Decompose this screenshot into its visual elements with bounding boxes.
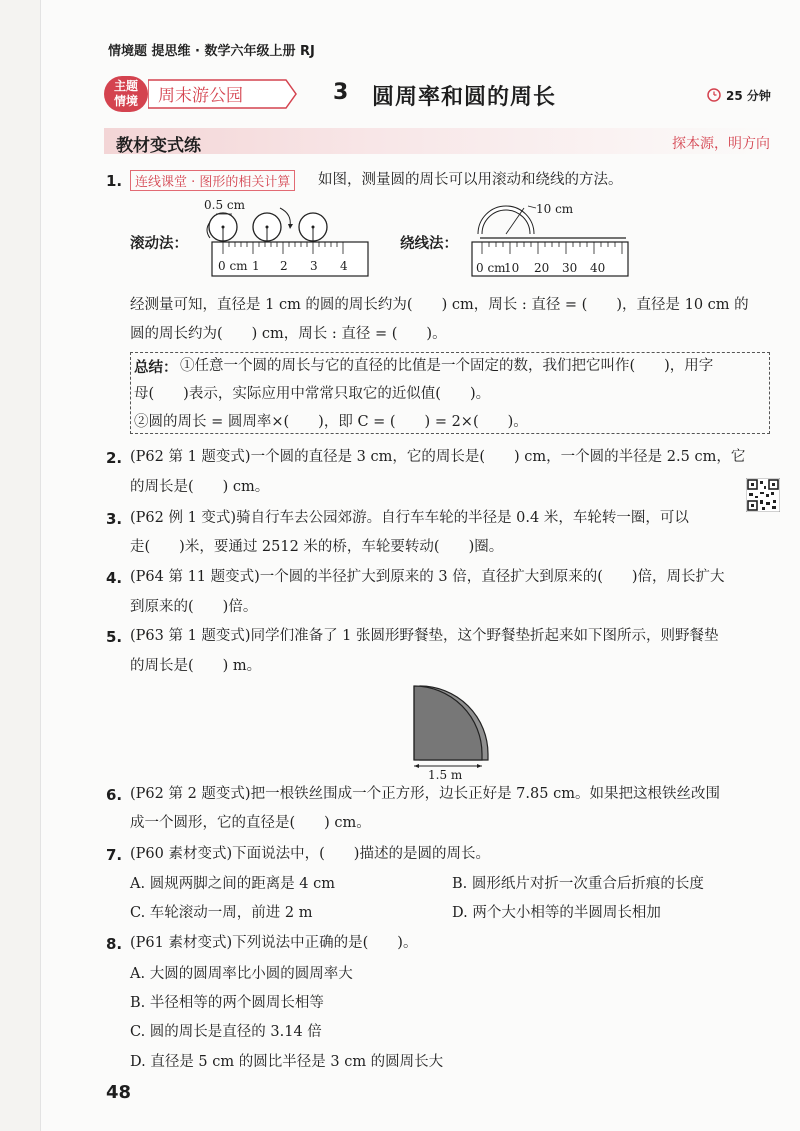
lesson-number: 3	[333, 80, 349, 105]
wind-tick-0: 0 cm	[476, 261, 506, 275]
roll-tick-4: 4	[340, 259, 348, 273]
question-number: 8.	[106, 935, 123, 953]
wind-method-label: 绕线法：	[400, 236, 458, 252]
wind-tick-2: 20	[534, 261, 550, 275]
page-title: 圆周率和圆的周长	[372, 85, 557, 110]
badge-top: 主题	[113, 79, 138, 93]
question-number: 3.	[106, 510, 123, 528]
option-b[interactable]: B. 半径相等的两个圆周长相等	[130, 995, 324, 1011]
mat-dimension: 1.5 m	[428, 768, 463, 782]
page-number: 48	[106, 1082, 132, 1103]
question-text: (P63 第 1 题变式)同学们准备了 1 张圆形野餐垫，这个野餐垫折起来如下图所示，则野餐垫	[130, 628, 719, 644]
badge-bottom: 情境	[113, 94, 138, 108]
question-text: 成一个圆形，它的直径是( ) cm。	[130, 815, 371, 831]
roll-method-label: 滚动法：	[130, 236, 188, 252]
summary-text: 母( )表示，实际应用中常常只取它的近似值( )。	[134, 386, 491, 402]
wind-tick-3: 30	[562, 261, 578, 275]
option-d[interactable]: D. 直径是 5 cm 的圆比半径是 3 cm 的圆周长大	[130, 1054, 444, 1070]
wind-tick-1: 10	[504, 261, 520, 275]
question-number: 6.	[106, 786, 123, 804]
theme-label: 周末游公园	[158, 86, 243, 106]
clock-icon	[706, 86, 722, 102]
question-number: 5.	[106, 628, 123, 646]
section-title: 教材变式练	[116, 136, 201, 156]
roll-tick-2: 2	[280, 259, 288, 273]
option-d[interactable]: D. 两个大小相等的半圆周长相加	[452, 905, 661, 921]
theme-badge	[104, 76, 148, 112]
question-text: (P62 例 1 变式)骑自行车去公园郊游。自行车车轮的半径是 0.4 米，车轮转一圈，可以	[130, 510, 689, 526]
question-text: (P60 素材变式)下面说法中，( )描述的是圆的周长。	[130, 846, 490, 862]
wind-dimension: 10 cm	[536, 202, 574, 216]
question-text: 如图，测量圆的周长可以用滚动和绕线的方法。	[318, 172, 623, 188]
question-text: 的周长是( ) cm。	[130, 479, 270, 495]
question-text: (P61 素材变式)下列说法中正确的是( )。	[130, 935, 418, 951]
question-text: 的周长是( ) m。	[130, 658, 262, 674]
option-a[interactable]: A. 大圆的圆周率比小圆的圆周率大	[130, 966, 353, 982]
summary-text: ①任意一个圆的周长与它的直径的比值是一个固定的数，我们把它叫作( )，用字	[180, 358, 714, 374]
question-number: 2.	[106, 449, 123, 467]
folded-mat-diagram	[406, 680, 496, 770]
roll-tick-3: 3	[310, 259, 318, 273]
qr-code-icon	[746, 478, 780, 512]
question-text: 到原来的( )倍。	[130, 599, 258, 615]
question-number: 7.	[106, 846, 123, 864]
series-title: 情境题 提思维 · 数学六年级上册 RJ	[108, 44, 315, 59]
question-text: 经测量可知，直径是 1 cm 的圆的周长约为( ) cm，周长 : 直径 = ( )，直径是 10 cm 的	[130, 297, 749, 313]
question-text: 圆的周长约为( ) cm，周长 : 直径 = ( )。	[130, 326, 447, 342]
question-number: 4.	[106, 569, 123, 587]
section-subtitle: 探本源，明方向	[672, 136, 770, 152]
question-text: (P62 第 1 题变式)一个圆的直径是 3 cm，它的周长是( ) cm，一个圆的半径是 2.5 cm，它	[130, 449, 746, 465]
option-a[interactable]: A. 圆规两脚之间的距离是 4 cm	[130, 876, 336, 892]
question-tag: 连线课堂 · 图形的相关计算	[130, 170, 295, 191]
summary-text: ②圆的周长 = 圆周率×( )，即 C = ( ) = 2×( )。	[134, 414, 528, 430]
time-estimate: 25 分钟	[726, 89, 771, 103]
option-c[interactable]: C. 圆的周长是直径的 3.14 倍	[130, 1024, 322, 1040]
wind-tick-4: 40	[590, 261, 606, 275]
option-b[interactable]: B. 圆形纸片对折一次重合后折痕的长度	[452, 876, 704, 892]
roll-dimension: 0.5 cm	[204, 198, 245, 212]
question-text: 走( )米，要通过 2512 米的桥，车轮要转动( )圈。	[130, 539, 504, 555]
option-c[interactable]: C. 车轮滚动一周，前进 2 m	[130, 905, 313, 921]
question-text: (P62 第 2 题变式)把一根铁丝围成一个正方形，边长正好是 7.85 cm。如果把这根铁丝改围	[130, 786, 720, 802]
question-text: (P64 第 11 题变式)一个圆的半径扩大到原来的 3 倍，直径扩大到原来的( )倍，周长扩大	[130, 569, 725, 585]
roll-tick-0: 0 cm	[218, 259, 248, 273]
roll-tick-1: 1	[252, 259, 260, 273]
summary-label: 总结：	[134, 360, 178, 376]
question-number: 1.	[106, 172, 123, 190]
